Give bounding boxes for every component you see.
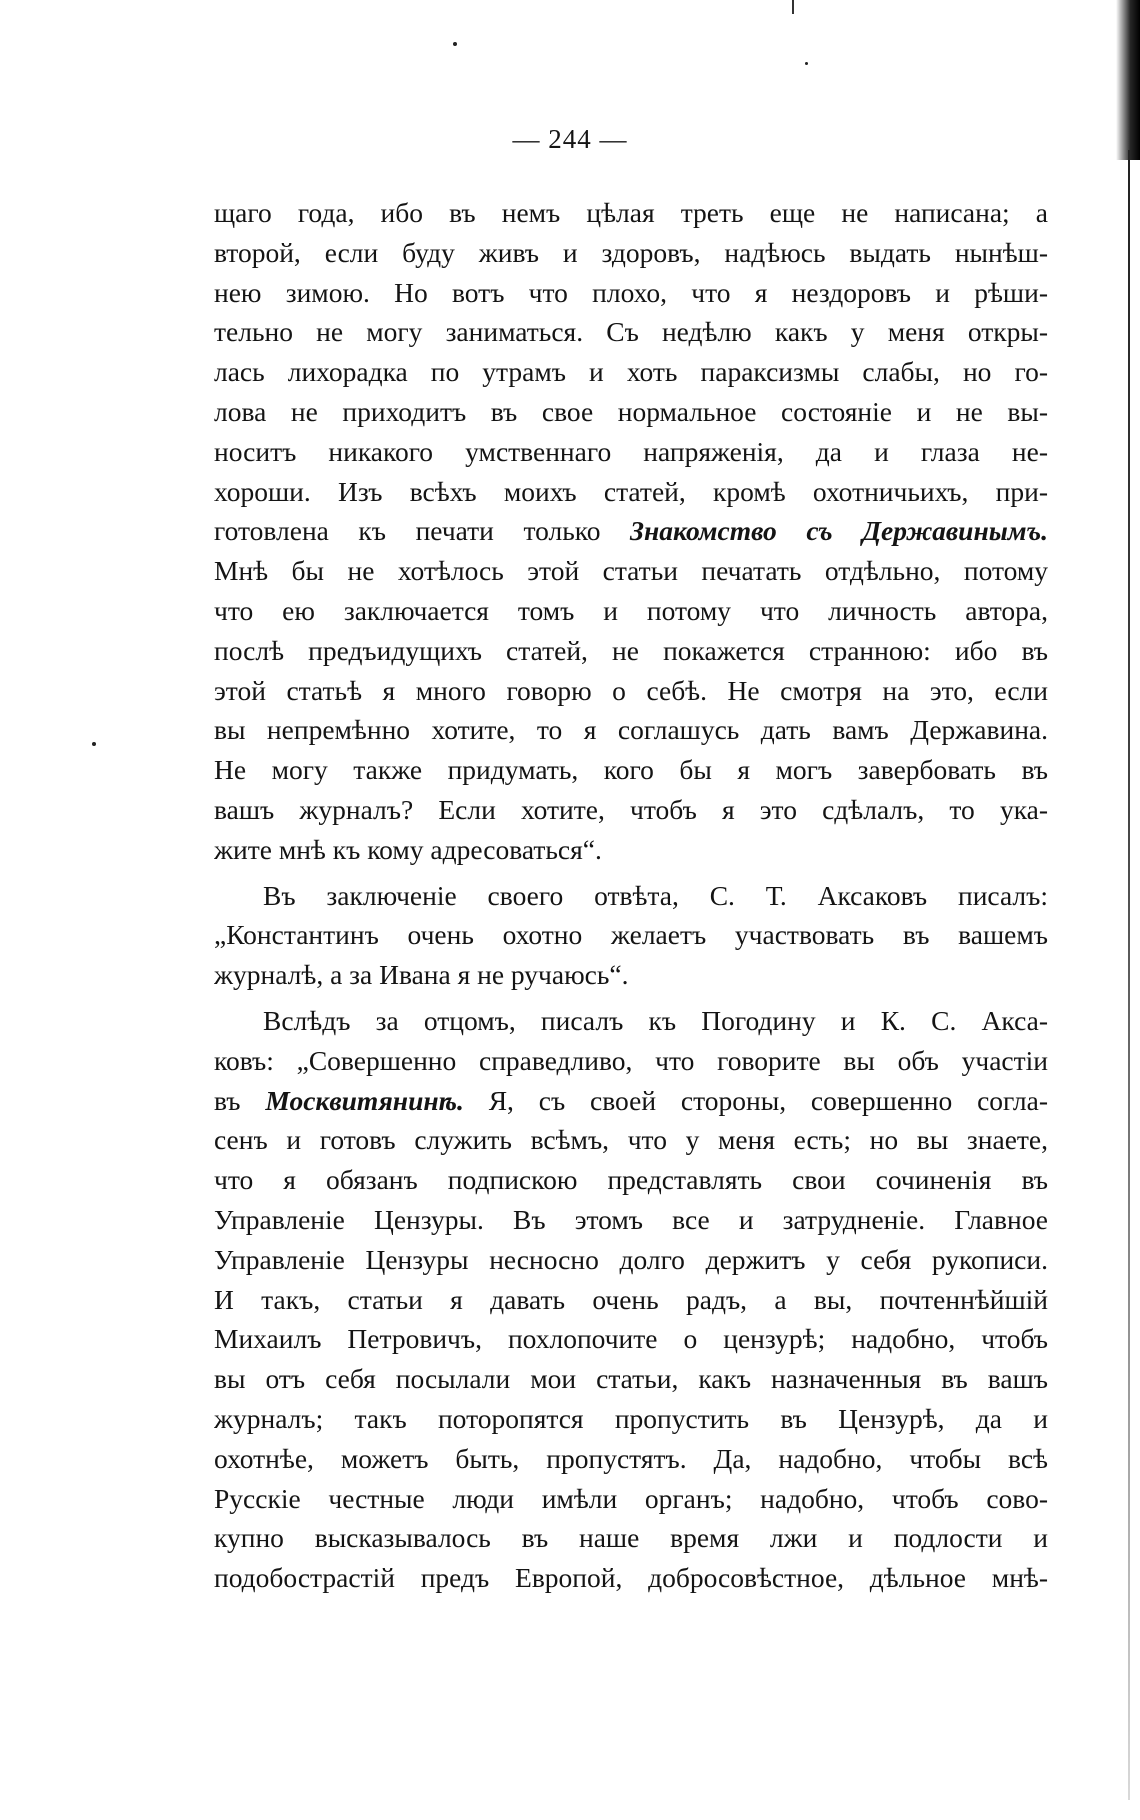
text-line: лова не приходитъ въ свое нормальное состоянie и не вы- <box>214 395 1048 427</box>
text-line: хороши. Изъ всѣхъ моихъ статей, кромѣ охотничьихъ, при- <box>214 475 1048 507</box>
paragraph <box>214 193 1048 870</box>
text-line: Управленie Цензуры несносно долго держитъ у себя рукописи. <box>214 1243 1048 1275</box>
text-run: Я, съ своей стороны, совершенно согла- <box>463 1084 1048 1116</box>
scan-top-mark <box>792 0 794 14</box>
text-line: ковъ: „Совершенно справедливо, что говорите вы объ участiи <box>214 1044 1048 1076</box>
text-line: нею зимою. Но вотъ что плохо, что я нездоровъ и рѣши- <box>214 276 1048 308</box>
scan-speck <box>453 42 457 46</box>
scan-speck <box>92 742 96 746</box>
scan-edge-line <box>1128 150 1130 1800</box>
text-line: Не могу также придумать, кого бы я могъ завербовать въ <box>214 754 1048 786</box>
journal-title-italic: Москвитянинѣ. <box>265 1084 464 1116</box>
text-line: купно высказывалось въ наше время лжи и подлости и <box>214 1522 1048 1554</box>
text-line: жите мнѣ къ кому адресоваться“. <box>214 833 602 865</box>
text-line: что я обязанъ подпискою представлять свои сочиненiя въ <box>214 1164 1048 1196</box>
text-line: этой статьѣ я много говорю о себѣ. Не смотря на это, если <box>214 674 1048 706</box>
text-line: Вслѣдъ за отцомъ, писалъ къ Погодину и К. С. Акса- <box>263 1004 1048 1036</box>
text-line <box>214 1081 1048 1121</box>
work-title-italic: Знакомство съ Державинымъ. <box>630 515 1048 547</box>
text-line: Въ заключенie своего отвѣта, С. Т. Аксаковъ писалъ: <box>263 879 1048 911</box>
text-line: щаго года, ибо въ немъ цѣлая треть еще не написана; а <box>214 197 1048 228</box>
text-line <box>214 511 1048 551</box>
page-number: — 244 — <box>512 124 628 154</box>
paragraph <box>214 876 1048 995</box>
text-line: журналъ; такъ поторопятся пропустить въ Цензурѣ, да и <box>214 1402 1048 1434</box>
text-line: вы непремѣнно хотите, то я соглашусь дать вамъ Державина. <box>214 714 1048 746</box>
text-line: что ею заключается томъ и потому что личность автора, <box>214 594 1048 626</box>
paragraph <box>214 1001 1048 1598</box>
text-line: лась лихорадка по утрамъ и хоть параксизмы слабы, но го- <box>214 356 1048 388</box>
text-line: вы отъ себя посылали мои статьи, какъ назначенныя въ вашъ <box>214 1363 1048 1395</box>
text-line: охотнѣе, можетъ быть, пропустятъ. Да, надобно, чтобы всѣ <box>214 1442 1048 1474</box>
text-run: готовлена къ печати только <box>214 515 631 547</box>
text-line: второй, если буду живъ и здоровъ, надѣюсь выдать нынѣш- <box>214 236 1048 268</box>
scan-speck <box>805 62 808 65</box>
text-line: Русскiе честные люди имѣли органъ; надобно, чтобъ сово- <box>214 1482 1048 1514</box>
text-line: носитъ никакого умственнаго напряженiя, да и глаза не- <box>214 435 1048 467</box>
text-line: „Константинъ очень охотно желаетъ участвовать въ вашемъ <box>214 919 1048 951</box>
body-text <box>214 193 1048 1598</box>
text-line: послѣ предъидущихъ статей, не покажется странною: ибо въ <box>214 634 1048 666</box>
text-line: Мнѣ бы не хотѣлось этой статьи печатать отдѣльно, потому <box>214 555 1048 587</box>
text-line: Михаилъ Петровичъ, похлопочите о цензурѣ; надобно, чтобъ <box>214 1323 1048 1355</box>
text-line: подобострастiй предъ Европой, добросовѣстное, дѣльное мнѣ- <box>214 1562 1048 1594</box>
text-line: сенъ и готовъ служить всѣмъ, что у меня есть; но вы знаете, <box>214 1124 1048 1156</box>
text-line: журналѣ, а за Ивана я не ручаюсь“. <box>214 959 629 991</box>
text-line: И такъ, статьи я давать очень радъ, а вы, почтеннѣйшiй <box>214 1283 1048 1315</box>
text-run: въ <box>214 1084 266 1116</box>
text-line: вашъ журналъ? Если хотите, чтобъ я это сдѣлалъ, то ука- <box>214 793 1048 825</box>
text-line: Управленie Цензуры. Въ этомъ все и затрудненie. Главное <box>214 1203 1048 1235</box>
text-line: тельно не могу заниматься. Съ недѣлю какъ у меня откры- <box>214 316 1048 348</box>
